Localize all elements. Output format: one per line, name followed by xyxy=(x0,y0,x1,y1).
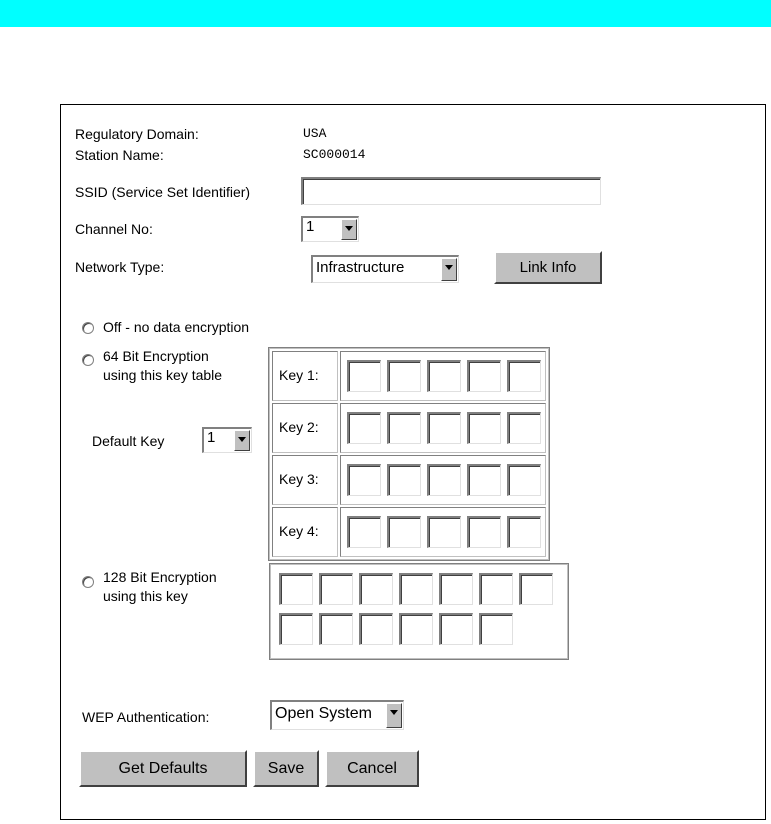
key4-byte3-input[interactable] xyxy=(427,516,461,548)
default-key-selected-value: 1 xyxy=(207,429,216,446)
key128-byte1-input[interactable] xyxy=(279,573,313,605)
key1-fields-cell xyxy=(340,351,546,401)
key128-byte3-input[interactable] xyxy=(359,573,393,605)
key1-byte4-input[interactable] xyxy=(467,360,501,392)
key-row-label-cell xyxy=(272,455,338,505)
top-banner xyxy=(0,0,771,27)
key2-fields-cell xyxy=(340,403,546,453)
link-info-button[interactable]: Link Info xyxy=(494,251,602,284)
wep-authentication-label: WEP Authentication: xyxy=(82,709,210,725)
channel-selected-value: 1 xyxy=(306,218,315,235)
key-row-label-cell xyxy=(272,403,338,453)
encryption-64bit-label-line1: 64 Bit Encryption xyxy=(103,348,209,364)
key4-byte2-input[interactable] xyxy=(387,516,421,548)
encryption-128bit-radio[interactable] xyxy=(82,576,94,588)
key4-fields-cell xyxy=(340,507,546,557)
key1-label: Key 1: xyxy=(279,367,319,383)
key1-byte2-input[interactable] xyxy=(387,360,421,392)
key128-byte2-input[interactable] xyxy=(319,573,353,605)
key3-byte1-input[interactable] xyxy=(347,464,381,496)
key2-byte4-input[interactable] xyxy=(467,412,501,444)
key128-byte4-input[interactable] xyxy=(399,573,433,605)
key3-byte5-input[interactable] xyxy=(507,464,541,496)
key128-byte7-input[interactable] xyxy=(519,573,553,605)
default-key-label: Default Key xyxy=(92,433,165,449)
key-table xyxy=(268,347,550,561)
key4-byte5-input[interactable] xyxy=(507,516,541,548)
key1-byte3-input[interactable] xyxy=(427,360,461,392)
channel-select[interactable] xyxy=(301,216,359,242)
key2-byte3-input[interactable] xyxy=(427,412,461,444)
chevron-down-icon[interactable] xyxy=(386,703,402,728)
encryption-64bit-label-line2: using this key table xyxy=(103,367,223,383)
encryption-128bit-label-line2: using this key xyxy=(103,588,188,604)
chevron-down-icon[interactable] xyxy=(234,430,250,451)
key3-label: Key 3: xyxy=(279,471,319,487)
encryption-128bit-label-line1: 128 Bit Encryption xyxy=(103,569,217,585)
network-type-label: Network Type: xyxy=(75,259,165,275)
chevron-down-icon[interactable] xyxy=(341,219,357,240)
wep-authentication-selected-value: Open System xyxy=(275,705,372,722)
key4-label: Key 4: xyxy=(279,523,319,539)
key3-byte2-input[interactable] xyxy=(387,464,421,496)
station-name-label: Station Name: xyxy=(75,147,164,163)
default-key-select[interactable] xyxy=(202,427,252,453)
network-type-select[interactable] xyxy=(311,255,459,283)
key2-label: Key 2: xyxy=(279,419,319,435)
key2-byte1-input[interactable] xyxy=(347,412,381,444)
key1-byte1-input[interactable] xyxy=(347,360,381,392)
key128-byte13-input[interactable] xyxy=(479,613,513,645)
encryption-off-label: Off - no data encryption xyxy=(103,319,250,335)
chevron-down-icon[interactable] xyxy=(441,258,457,281)
cancel-button[interactable]: Cancel xyxy=(325,750,419,787)
regulatory-domain-label: Regulatory Domain: xyxy=(75,126,199,142)
network-type-selected-value: Infrastructure xyxy=(316,259,405,276)
key4-byte4-input[interactable] xyxy=(467,516,501,548)
ssid-label: SSID (Service Set Identifier) xyxy=(75,184,251,200)
key-row-label-cell xyxy=(272,507,338,557)
key3-byte3-input[interactable] xyxy=(427,464,461,496)
encryption-64bit-radio[interactable] xyxy=(82,354,94,366)
wireless-settings-panel xyxy=(60,104,766,820)
key1-byte5-input[interactable] xyxy=(507,360,541,392)
key128-byte5-input[interactable] xyxy=(439,573,473,605)
key128-byte10-input[interactable] xyxy=(359,613,393,645)
key4-byte1-input[interactable] xyxy=(347,516,381,548)
regulatory-domain-value: USA xyxy=(303,126,327,141)
key128-byte6-input[interactable] xyxy=(479,573,513,605)
key-row-label-cell xyxy=(272,351,338,401)
station-name-value: SC000014 xyxy=(303,147,366,162)
key3-byte4-input[interactable] xyxy=(467,464,501,496)
key128-byte12-input[interactable] xyxy=(439,613,473,645)
get-defaults-button[interactable]: Get Defaults xyxy=(79,750,247,787)
save-button[interactable]: Save xyxy=(253,750,319,787)
key128-byte11-input[interactable] xyxy=(399,613,433,645)
key3-fields-cell xyxy=(340,455,546,505)
key2-byte5-input[interactable] xyxy=(507,412,541,444)
wep-authentication-select[interactable] xyxy=(270,700,404,730)
encryption-off-radio[interactable] xyxy=(82,322,94,334)
key-128bit-table xyxy=(269,563,569,660)
key128-byte8-input[interactable] xyxy=(279,613,313,645)
key128-byte9-input[interactable] xyxy=(319,613,353,645)
ssid-input[interactable] xyxy=(301,177,601,205)
channel-label: Channel No: xyxy=(75,221,153,237)
key2-byte2-input[interactable] xyxy=(387,412,421,444)
